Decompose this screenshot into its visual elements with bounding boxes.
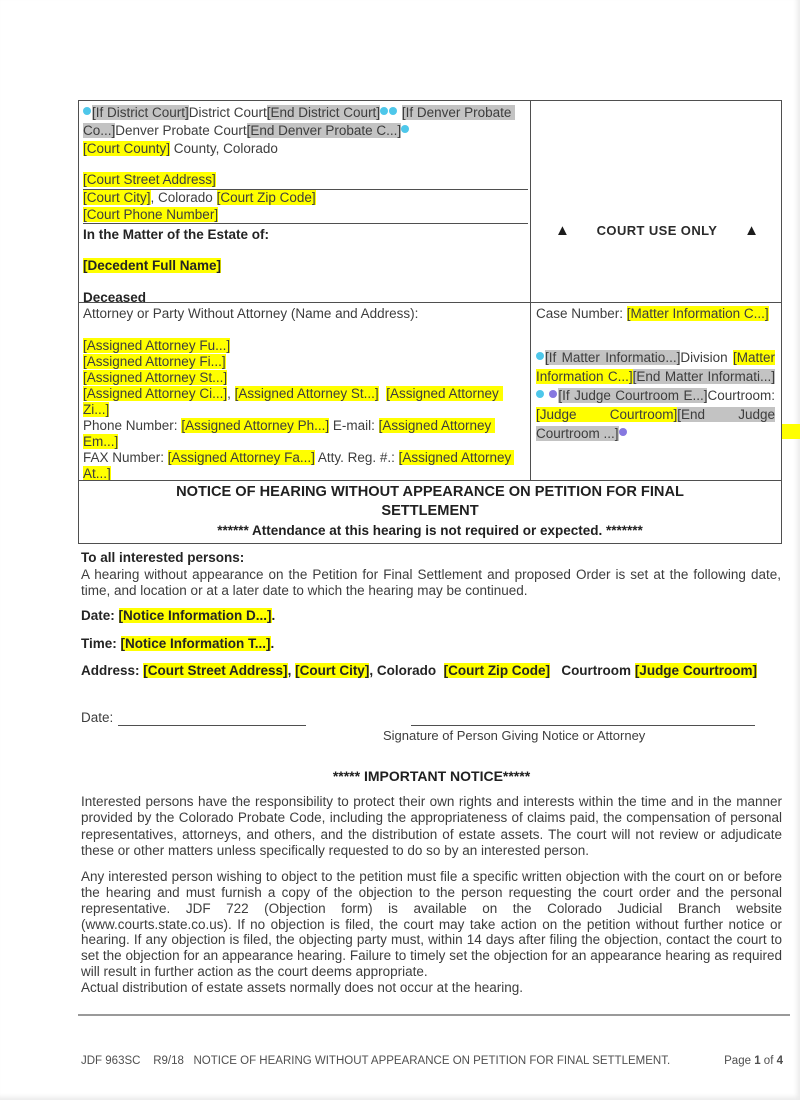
decedent-name-line — [83, 257, 528, 275]
conditional-marker-icon — [401, 125, 409, 133]
footer-divider — [78, 1014, 790, 1016]
signature-date-blank[interactable] — [118, 725, 306, 726]
spacer — [83, 244, 528, 257]
text-segment: Phone Number: — [83, 418, 182, 433]
conditional-token[interactable]: [End District Court] — [266, 105, 381, 120]
text-segment: County, Colorado — [170, 141, 278, 156]
text-segment: E-mail: — [329, 418, 379, 433]
conditional-token[interactable]: [If District Court] — [92, 105, 189, 120]
conditional-token[interactable]: [If Denver Probate Co...] — [83, 105, 516, 138]
signature-blank[interactable] — [411, 725, 755, 726]
merge-field[interactable]: [Assigned Attorney Zi...] — [83, 386, 503, 417]
merge-field[interactable]: [Assigned Attorney Fi...] — [83, 354, 226, 369]
attorney-info-cell — [79, 303, 531, 480]
conditional-marker-icon — [389, 107, 397, 115]
footer-page-number — [724, 1055, 783, 1067]
conditional-marker-icon — [549, 390, 557, 398]
signature-date-label: Date: — [81, 710, 114, 725]
court-conditional-line — [83, 104, 528, 140]
case-number-cell — [531, 303, 781, 480]
court-city-line — [83, 190, 528, 206]
text-segment: Courtroom: — [707, 388, 775, 403]
case-number-line — [536, 306, 775, 322]
court-county-line — [83, 140, 528, 158]
merge-field[interactable]: [Assigned Attorney St...] — [83, 370, 228, 385]
hearing-time-line — [81, 635, 781, 652]
hearing-date-line — [81, 607, 781, 624]
important-notice-heading: ***** IMPORTANT NOTICE***** — [332, 768, 531, 784]
merge-field[interactable]: [Assigned Attorney Ph...] — [181, 418, 330, 433]
page-footer — [81, 1055, 783, 1067]
merge-field[interactable]: [Matter Information C...] — [536, 350, 775, 384]
important-notice-section — [81, 768, 782, 996]
merge-field[interactable]: [Court County] — [83, 141, 171, 156]
conditional-token[interactable]: [If Matter Informatio...] — [545, 350, 681, 365]
notice-body — [81, 550, 781, 679]
conditional-marker-icon — [83, 107, 91, 115]
text-segment: 1 — [754, 1055, 761, 1067]
highlight-spill — [782, 424, 800, 439]
attorney-fax-reg-line — [83, 450, 528, 480]
merge-field[interactable]: [Court Street Address] — [83, 172, 216, 187]
caption-row-court — [79, 101, 781, 302]
text-segment: Division — [680, 350, 733, 365]
notice-paragraph-1: Interested persons have the responsibility to protect their own rights and interests within the time and in the manner provided by the Colorado Probate Code, including the appropriateness of claims paid, the compensation of personal representatives, attorneys, and others, and the distribution of estate assets. The court will not review or adjudicate these or other matters unless specifically requested to do so by an interested person. — [81, 794, 782, 858]
merge-field[interactable]: [Assigned Attorney Em...] — [83, 418, 496, 449]
triangle-up-icon: ▲ — [555, 221, 570, 239]
merge-field[interactable]: [Assigned Attorney St...] — [234, 386, 379, 401]
notice-paragraph-2: Any interested person wishing to object to the petition must file a specific written objection with the court on or before the hearing and must furnish a copy of the objection to the person requesting the court order and the personal representative. JDF 722 (Objection form) is available on the Colorado Judicial Branch website (www.courts.state.co.us). If no objection is filed, the court may take action on the petition without further notice or hearing. If any objection is filed, the objecting party must, within 14 days after filing the objection, contact the court to set the objection for an appearance hearing. Failure to timely set the objection for an appearance hearing as required will result in further action as the court deems appropriate. — [81, 869, 782, 979]
conditional-marker-icon — [619, 428, 627, 436]
deceased-label: Deceased — [83, 290, 147, 302]
notice-paragraph-3: Actual distribution of estate assets normally does not occur at the hearing. — [81, 979, 523, 995]
conditional-token[interactable]: [End Matter Informati...] — [632, 369, 775, 384]
salutation: To all interested persons: — [81, 550, 245, 565]
text-segment: Page — [724, 1055, 755, 1067]
merge-field[interactable]: [Notice Information T...] — [120, 636, 271, 652]
conditional-token[interactable]: [End Denver Probate C...] — [246, 123, 402, 138]
court-use-only-label: COURT USE ONLY — [596, 223, 718, 238]
merge-field[interactable]: [Notice Information D...] — [118, 608, 272, 624]
merge-field[interactable]: [Judge Courtroom] — [634, 663, 758, 679]
merge-field[interactable]: [Judge Courtroom] — [536, 407, 678, 422]
spacer — [83, 322, 528, 338]
text-segment: of — [760, 1055, 777, 1067]
merge-field[interactable]: [Court Zip Code] — [216, 190, 316, 205]
document-title: NOTICE OF HEARING WITHOUT APPEARANCE ON PETITION FOR FINAL SETTLEMENT — [176, 484, 684, 519]
hearing-address-line — [81, 662, 781, 679]
merge-field[interactable]: [Court Zip Code] — [443, 663, 551, 679]
attorney-city-state-zip-line — [83, 386, 528, 418]
spacer — [536, 322, 775, 348]
caption-row-title — [79, 480, 781, 543]
text-segment: 4 — [776, 1055, 783, 1067]
attorney-phone-email-line — [83, 418, 528, 450]
caption-row-attorney — [79, 302, 781, 480]
text-segment: Denver Probate Court — [115, 123, 247, 138]
merge-field[interactable]: [Assigned Attorney Fu...] — [83, 338, 231, 353]
attendance-note: ****** Attendance at this hearing is not required or expected. ******* — [217, 523, 643, 538]
text-segment: . — [271, 608, 276, 624]
spacer — [83, 158, 528, 171]
attorney-firm-line — [83, 354, 528, 370]
text-segment: Atty. Reg. #.: — [314, 450, 399, 465]
text-segment: Date: — [81, 608, 119, 624]
merge-field[interactable]: [Court City] — [83, 190, 151, 205]
conditional-token[interactable]: [If Judge Courtroom E...] — [558, 388, 708, 403]
text-segment: , — [227, 386, 235, 401]
text-segment: , Colorado — [369, 663, 444, 679]
text-segment: Address: — [81, 663, 144, 679]
court-use-only-banner — [555, 223, 759, 238]
spacer — [83, 275, 528, 289]
conditional-marker-icon — [380, 107, 388, 115]
triangle-up-icon: ▲ — [744, 221, 759, 239]
court-caption-table — [78, 100, 782, 544]
merge-field[interactable]: [Court City] — [295, 663, 370, 679]
text-segment: Time: — [81, 636, 121, 652]
signature-caption: Signature of Person Giving Notice or Attorney — [383, 728, 646, 743]
text-segment: FAX Number: — [83, 450, 168, 465]
merge-field[interactable]: [Court Phone Number] — [83, 207, 219, 222]
conditional-token[interactable]: [End Judge Courtroom ...] — [536, 407, 775, 441]
court-use-only-cell — [531, 101, 781, 302]
merge-field[interactable]: [Assigned Attorney Fa...] — [167, 450, 315, 465]
signature-block — [81, 708, 781, 750]
text-segment: Courtroom — [550, 663, 635, 679]
text-segment: . — [270, 636, 275, 652]
merge-field[interactable]: [Court Street Address] — [143, 663, 288, 679]
text-segment: District Court — [188, 105, 267, 120]
merge-field[interactable]: [Assigned Attorney Ci...] — [83, 386, 228, 401]
court-phone-line — [83, 206, 528, 224]
text-segment: , — [287, 663, 296, 679]
attorney-name-line — [83, 338, 528, 354]
footer-form-id: JDF 963SC R9/18 NOTICE OF HEARING WITHOUT APPEARANCE ON PETITION FOR FINAL SETTLEMENT. — [81, 1055, 671, 1067]
attorney-heading: Attorney or Party Without Attorney (Name and Address): — [83, 306, 419, 321]
conditional-marker-icon — [536, 390, 544, 398]
attorney-street-line — [83, 370, 528, 386]
division-courtroom-line — [536, 348, 775, 443]
text-segment: Case Number: — [536, 306, 627, 321]
conditional-marker-icon — [536, 352, 544, 360]
estate-matter-label: In the Matter of the Estate of: — [83, 227, 270, 242]
merge-field[interactable]: [Assigned Attorney At...] — [83, 450, 515, 480]
court-street-line — [83, 171, 528, 190]
text-segment: , Colorado — [150, 190, 217, 205]
court-info-cell — [79, 101, 531, 302]
merge-field[interactable]: [Matter Information C...] — [626, 306, 769, 321]
intro-paragraph: A hearing without appearance on the Petition for Final Settlement and proposed Order is set at the following date, time, and location or at a later date to which the hearing may be continued. — [81, 567, 781, 598]
merge-field[interactable]: [Decedent Full Name] — [83, 258, 222, 273]
